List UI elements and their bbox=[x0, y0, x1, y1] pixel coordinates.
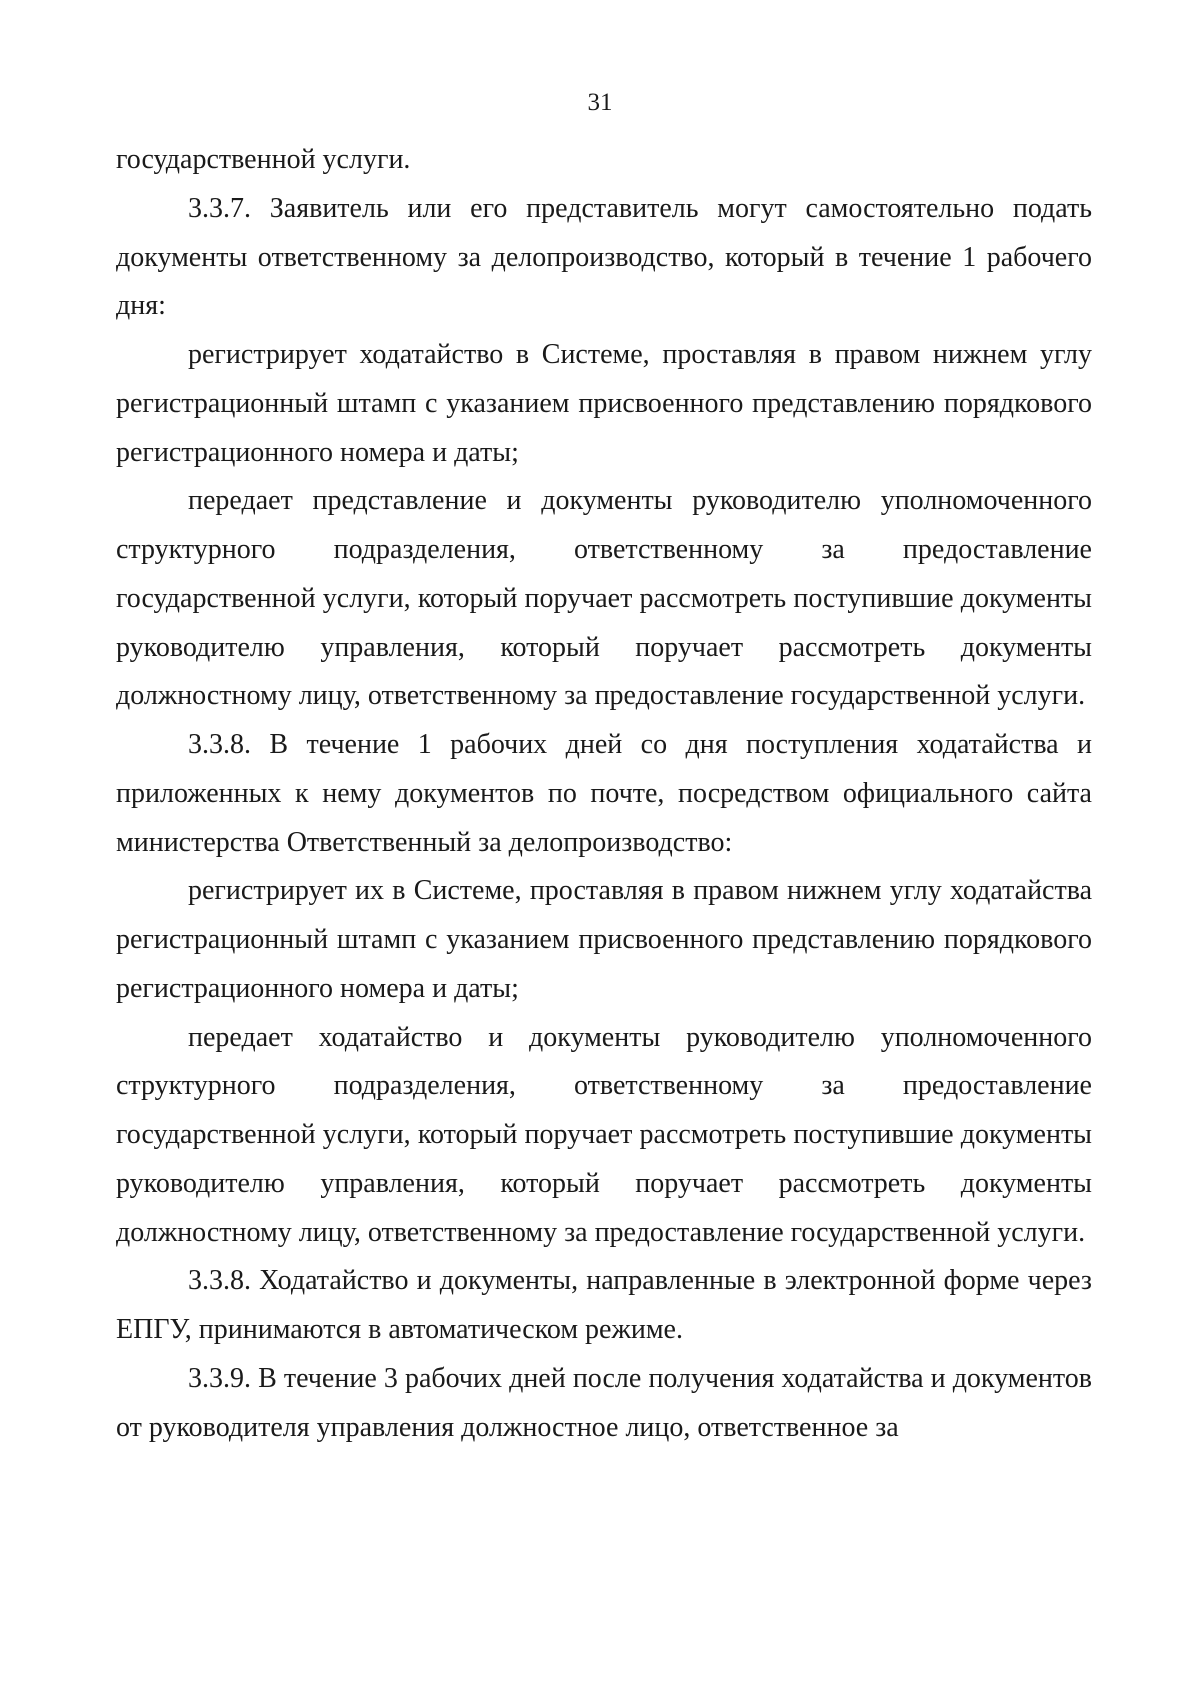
paragraph: передает представление и документы руководителю уполномоченного структурного подразделения, ответственному за предоставление государственной услуги, который поручает рассмотреть поступившие документы руководителю управления, который поручает рассмотреть документы должностному лицу, ответственному за предоставление государственной услуги. bbox=[116, 485, 1092, 712]
page-number: 31 bbox=[587, 89, 613, 116]
paragraph: государственной услуги. bbox=[116, 144, 411, 175]
document-body bbox=[116, 136, 1092, 1452]
paragraph: 3.3.7. Заявитель или его представитель могут самостоятельно подать документы ответственному за делопроизводство, который в течение 1 рабочего дня: bbox=[116, 192, 1092, 322]
paragraph: 3.3.9. В течение 3 рабочих дней после получения ходатайства и документов от руководителя управления должностное лицо, ответственное за bbox=[116, 1362, 1092, 1443]
paragraph: регистрирует ходатайство в Системе, проставляя в правом нижнем углу регистрационный штамп с указанием присвоенного представлению порядкового регистрационного номера и даты; bbox=[116, 339, 1092, 468]
paragraph: 3.3.8. В течение 1 рабочих дней со дня поступления ходатайства и приложенных к нему документов по почте, посредством официального сайта министерства Ответственный за делопроизводство: bbox=[116, 729, 1092, 858]
paragraph: 3.3.8. Ходатайство и документы, направленные в электронной форме через ЕПГУ, принимаются в автоматическом режиме. bbox=[116, 1265, 1092, 1345]
paragraph: передает ходатайство и документы руководителю уполномоченного структурного подразделения, ответственному за предоставление государственной услуги, который поручает рассмотреть поступившие документы руководителю управления, который поручает рассмотреть документы должностному лицу, ответственному за предоставление государственной услуги. bbox=[116, 1021, 1092, 1248]
paragraph: регистрирует их в Системе, проставляя в правом нижнем углу ходатайства регистрационный штамп с указанием присвоенного представлению порядкового регистрационного номера и даты; bbox=[116, 875, 1092, 1004]
